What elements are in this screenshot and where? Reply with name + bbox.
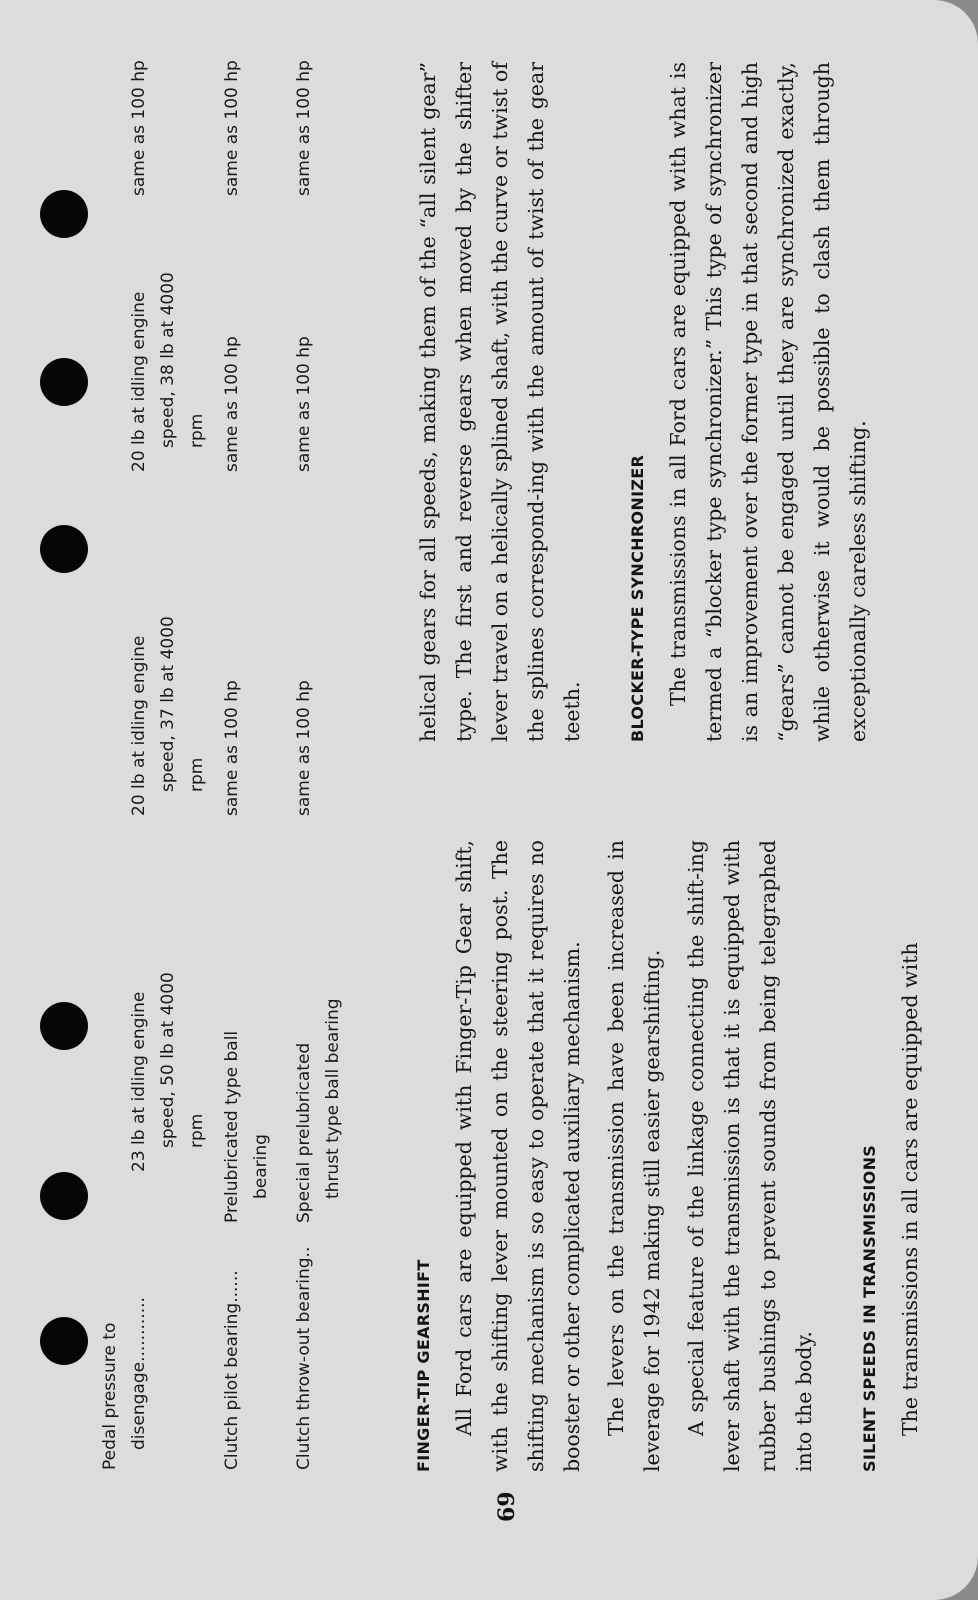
page-number: 69: [494, 1491, 520, 1522]
spec-label-clutch-pilot-bearing: Clutch pilot bearing......: [222, 1270, 242, 1470]
right-text-column: [410, 62, 884, 742]
paragraph: The levers on the transmission have been increased in leverage for 1942 making still easier gearshifting.: [604, 840, 664, 1472]
spec-value: same as 100 hp: [294, 680, 314, 816]
spec-value: same as 100 hp: [294, 60, 314, 196]
paragraph: A special feature of the linkage connecting the shift-ing lever shaft with the transmission is that it is equipped with rubber bushings to prevent sounds from being telegraphed into the body.: [684, 840, 816, 1472]
spec-value: same as 100 hp: [222, 336, 242, 472]
paragraph: helical gears for all speeds, making them of the “all silent gear” type. The first and reverse gears when moved by the shifter lever travel on a helically splined shaft, with the curve or twist of the splines correspond-ing with the amount of twist of the gear teeth.: [416, 62, 584, 742]
spec-value: same as 100 hp: [129, 60, 149, 196]
spec-value: same as 100 hp: [294, 336, 314, 472]
spec-value: same as 100 hp: [222, 60, 242, 196]
spec-value: Prelubricated type ball bearing: [222, 1030, 271, 1223]
section-heading: FINGER-TIP GEARSHIFT: [414, 1259, 433, 1472]
spec-value: Special prelubricated thrust type ball bearing: [294, 998, 343, 1223]
section-heading: BLOCKER-TYPE SYNCHRONIZER: [628, 454, 647, 742]
spec-value: 20 lb at idling engine speed, 37 lb at 4000 rpm: [129, 616, 207, 816]
spec-value: same as 100 hp: [222, 680, 242, 816]
paragraph: The transmissions in all cars are equipped with: [898, 942, 922, 1436]
spec-label-pedal-pressure: Pedal pressure to disengage............: [100, 1297, 149, 1470]
paragraph: The transmissions in all Ford cars are equipped with what is termed a “blocker type synchronizer.” This type of synchronizer is an improvement over the former type in that second and high “gears” cannot be engaged until they are synchronized exactly, while otherwise it would be possible to clash them through exceptionally careless shifting.: [666, 62, 870, 742]
left-text-column: [406, 840, 936, 1472]
section-heading: SILENT SPEEDS IN TRANSMISSIONS: [860, 1144, 879, 1472]
paragraph: All Ford cars are equipped with Finger-Tip Gear shift, with the shifting lever mounted on the steering post. The shifting mechanism is so easy to operate that it requires no booster or other complicated auxiliary mechanism.: [452, 840, 584, 1472]
spec-label-clutch-throwout-bearing: Clutch throw-out bearing..: [294, 1246, 314, 1470]
spec-value: 23 lb at idling engine speed, 50 lb at 4000 rpm: [129, 972, 207, 1172]
spec-value: 20 lb at idling engine speed, 38 lb at 4000 rpm: [129, 272, 207, 472]
